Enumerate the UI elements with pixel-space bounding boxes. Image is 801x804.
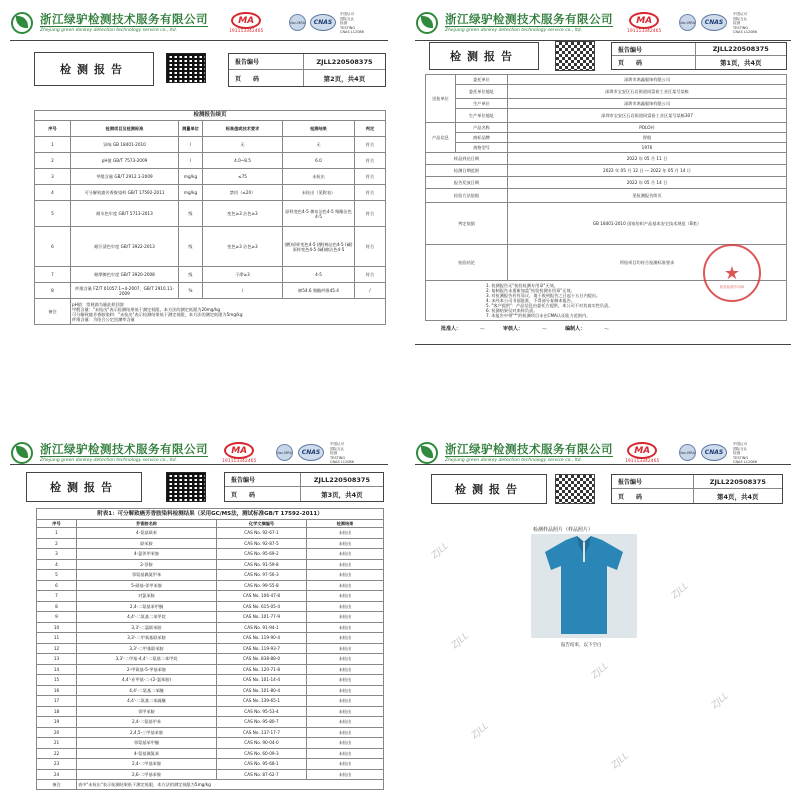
ilac-badge: ilac-MRA [289, 14, 306, 31]
photo-caption: 检测样品照片（样品照片） [533, 527, 594, 533]
ilac-badge: ilac-MRA [679, 444, 696, 461]
qr-code [555, 474, 595, 504]
header-divider [415, 464, 791, 465]
qr-code [555, 41, 595, 71]
table-row: 5 耐水色牢度 GB/T 5713-2013 级 变色≥3 沾色≥3 原样变色4-5 棉布沾色4-5 聚酯沾色4-5 符合 [35, 201, 386, 227]
table-row: 20 2,4,5-三甲基苯胺 CAS No. 137-17-7 未检出 [37, 727, 384, 738]
table-row: 9 4,4'-二氨基二苯甲烷 CAS No. 101-77-9 未检出 [37, 612, 384, 623]
table-row: 2 pH值 GB/T 7573-2009 / 4.0~8.5 6.0 符合 [35, 153, 386, 169]
footer-divider [415, 344, 791, 345]
company-logo-icon [415, 11, 441, 35]
end-note: 报告结束，以下空白 [561, 643, 602, 648]
cnas-badge: CNAS [701, 444, 727, 461]
table-row: 7 耐摩擦色牢度 GB/T 3920-2008 级 干摩≥3 4-5 符合 [35, 267, 386, 283]
company-name-en: Zhejiang green donkey detection technology service co., ltd. [445, 458, 583, 463]
polo-shirt-icon [531, 534, 637, 638]
report-info-box: 报告编号 ZJLL220508375 页 码 第2页，共4页 [228, 53, 386, 87]
qr-code [166, 472, 206, 502]
table-row: 2 联苯胺 CAS No. 92-87-5 未检出 [37, 538, 384, 549]
company-logo-icon [10, 11, 36, 35]
table-row: 4 可分解致癌芳香胺染料 GB/T 17592-2011 mg/kg 禁用（≤20） 未检出（见附表） 符合 [35, 185, 386, 201]
table-row: 19 2,4-二氨基甲苯 CAS No. 95-80-7 未检出 [37, 717, 384, 728]
table-row: 6 5-硝基-邻甲苯胺 CAS No. 99-55-8 未检出 [37, 580, 384, 591]
cnas-text: 中国认可 国际互认 检测 TESTING CNAS L12086 [330, 442, 354, 464]
watermark: ZJLL [589, 661, 611, 681]
header-divider [10, 464, 388, 465]
report-page-4 [411, 436, 795, 798]
table-row: 1 异味 GB 18401-2010 / 无 无 符合 [35, 137, 386, 153]
report-page-2 [6, 6, 392, 362]
notes-row: 备注 pH值：常规滴为量此样回溶 甲醛含量："未检出"表示检测结果低于测定低限，本方法的测定低限为20mg/kg 可分解致癌芳香胺染料："未检出"表示检测结果低于测定低限，本方法的测定低限为5mg/kg 纤维含量：为结合公定回潮率含量 [35, 299, 386, 325]
ilac-badge: ilac-MRA [276, 444, 293, 461]
ilac-badge: ilac-MRA [679, 14, 696, 31]
table-row: 5 邻氨基偶氮甲苯 CAS No. 97-56-3 未检出 [37, 570, 384, 581]
table-row: 15 4,4'-亚甲基-二-(2-氯苯胺) CAS No. 101-14-4 未检出 [37, 675, 384, 686]
watermark: ZJLL [429, 541, 451, 561]
table-row: 11 3,3'-二甲氧基联苯胺 CAS No. 119-90-4 未检出 [37, 633, 384, 644]
cnas-text: 中国认可 国际互认 检测 TESTING CNAS L12086 [733, 12, 757, 34]
report-info-box: 报告编号 ZJLL220508375 页 码 第4页，共4页 [611, 474, 783, 504]
table-row: 1 4-氨基联苯 CAS No. 92-67-1 未检出 [37, 528, 384, 539]
results-table: 检测报告续页 序号 检测项目及检测标准 测量单位 标准值或技术要求 检测结果 判定 1 异味 GB 18401-2010 / 无 无 符合 2 pH值 GB/T 7573-2009 / 4.0~8.5 6.0 符合 3 甲醛含量 GB/T 2912.1-2009 mg/kg ≤75 未检出 符合 4 可分解致癌芳香胺染料 GB/T 17592-2011 mg/kg 禁用（≤20） 未检出（见附表） 符合 5 耐水色牢度 GB/T 5713-2013 级 变色≥3 沾色≥3 原样变色4-5 棉布沾色4-5 聚酯沾色4-5 符合 6 耐汗渍色牢度 GB/T 3922-2013 级 变色≥3 沾色≥3 (酸)原样变色4-5 (酸)棉沾色4-5 (碱)原样变色4-5 (碱)棉沾色4-5 符合 7 耐摩擦色牢度 GB/T 3920-2008 级 干摩≥3 4-5 符合 8 纤维含量 FZ/T 01057.1~4-2007，GB/T 2910.11-2009 % / 棉54.6 聚酯纤维45.4 / 备注 pH值：常规滴为量此样回溶 甲醛含量："未检出"表示检测结果低于测定低限，本方法的测定低限为20mg/kg 可分解致癌芳香胺染料："未检出"表示检测结果低于测定低限，本方法的测定低限为5mg/kg 纤维含量：为结合公定回潮率含量 [34, 110, 386, 325]
company-name-en: Zhejiang green donkey detection technology service co., ltd. [40, 458, 178, 463]
report-title: 检测报告 [34, 52, 154, 86]
report-title: 检测报告 [429, 42, 539, 70]
qr-code [166, 53, 206, 83]
company-name: 浙江绿驴检测技术服务有限公司 [445, 442, 613, 456]
company-name: 浙江绿驴检测技术服务有限公司 [40, 12, 208, 26]
sample-photo [531, 534, 637, 638]
table-row: 13 3,3'-二甲基-4,4'-二氨基二苯甲烷 CAS No. 838-88-0 未检出 [37, 654, 384, 665]
table-row: 24 2,6-二甲基苯胺 CAS No. 87-62-7 未检出 [37, 769, 384, 780]
table-row: 3 甲醛含量 GB/T 2912.1-2009 mg/kg ≤75 未检出 符合 [35, 169, 386, 185]
watermark: ZJLL [609, 751, 631, 771]
company-name: 浙江绿驴检测技术服务有限公司 [445, 12, 613, 26]
ma-badge: MA 191113342465 [627, 12, 661, 34]
watermark: ZJLL [469, 721, 491, 741]
cnas-text: 中国认可 国际互认 检测 TESTING CNAS L12086 [733, 442, 757, 464]
report-info-box: 报告编号 ZJLL220508375 页 码 第1页，共4页 [611, 42, 787, 70]
header-divider [415, 40, 791, 41]
table-row: 23 2,4-二甲基苯胺 CAS No. 95-68-1 未检出 [37, 759, 384, 770]
cnas-text: 中国认可 国际互认 检测 TESTING CNAS L12086 [340, 12, 364, 34]
notes-row: 备注 表中"未检出"表示检测结果低于测定低限，本方法的测定低限为5mg/kg [37, 780, 384, 790]
ma-badge: MA 191113342465 [222, 442, 256, 464]
company-name-en: Zhejiang green donkey detection technology service co., ltd. [445, 28, 583, 33]
table-row: 8 2,4-二氨基苯甲醚 CAS No. 615-05-4 未检出 [37, 601, 384, 612]
report-title: 检测报告 [26, 472, 142, 502]
table-row: 12 3,3'-二甲基联苯胺 CAS No. 119-93-7 未检出 [37, 643, 384, 654]
ma-badge: MA 191113342465 [229, 12, 263, 34]
cnas-badge: CNAS [298, 444, 324, 461]
company-name: 浙江绿驴检测技术服务有限公司 [40, 442, 208, 456]
table-row: 6 耐汗渍色牢度 GB/T 3922-2013 级 变色≥3 沾色≥3 (酸)原样变色4-5 (酸)棉沾色4-5 (碱)原样变色4-5 (碱)棉沾色4-5 符合 [35, 227, 386, 267]
table-row: 8 纤维含量 FZ/T 01057.1~4-2007，GB/T 2910.11-2009 % / 棉54.6 聚酯纤维45.4 / [35, 283, 386, 299]
header-divider [10, 40, 388, 41]
table-row: 10 3,3'-二氯联苯胺 CAS No. 91-94-1 未检出 [37, 622, 384, 633]
report-page-3 [6, 436, 392, 798]
watermark: ZJLL [449, 631, 471, 651]
company-logo-icon [10, 441, 36, 465]
report-info-box: 报告编号 ZJLL220508375 页 码 第3页，共4页 [224, 472, 384, 502]
cnas-badge: CNAS [701, 14, 727, 31]
table-row: 7 对氯苯胺 CAS No. 106-47-8 未检出 [37, 591, 384, 602]
table-row: 16 4,4'-二氨基二苯醚 CAS No. 101-80-4 未检出 [37, 685, 384, 696]
cnas-badge: CNAS [310, 14, 336, 31]
table-row: 14 2-甲氧基-5-甲基苯胺 CAS No. 120-71-8 未检出 [37, 664, 384, 675]
client-info-table: 送检单位 委托单位 深圳市鸿鑫服饰有限公司 委托单位地址 深圳市宝安区石岩街道同富裕工业区某号某栋 生产单位 深圳市鸿鑫服饰有限公司 生产单位地址 深圳市宝安区石岩街道同富裕工业区某号某栋307 产品信息 产品名称 POLO衫 商标品牌 智根 规格型号 1976 样品到达日期 2022 年 05 月 11 日 检测日期范围 2022 年 05 月 12 日 — 2022 年 05 月 14 日 报告发放日期 2022 年 05 月 14 日 检验方法依据 见检测报告续页 判定依据 GB 18401-2010 国家纺织产品基本安全技术规范（B类） 检验结论 所检项目均符合检测标准要求 1. 检测报告无"检验检测专用章"无效。 2. 复制报告未重新加盖"检验检测专用章"无效。 3. 对检测报告若有异议，请于收到报告之日起十五日内提出。 4. 未经本公司书面批准，不得部分复制本报告。 5. "客户提供"：产品信息由委托方提供，本公司不对其真实性负责。 6. 检测结果仅对来样负责。 7. 本报告中带"*"的检测项目未在CMA认证能力范围内。 [425, 74, 787, 321]
report-title: 检测报告 [431, 474, 547, 504]
inspection-stamp-icon: ★ 检验检测专用章 [703, 244, 761, 302]
amine-table: 附表1：可分解致癌芳香胺染料检测结果（采用GC/MS法，测试标准GB/T 17592-2011） 序号 芳香胺名称 化学文摘编号 检测结果 1 4-氨基联苯 CAS No. 92-67-1 未检出 2 联苯胺 CAS No. 92-87-5 未检出 3 4-氯邻甲苯胺 CAS No. 95-69-2 未检出 4 2-萘胺 CAS No. 91-59-8 未检出 5 邻氨基偶氮甲苯 CAS No. 97-56-3 未检出 6 5-硝基-邻甲苯胺 CAS No. 99-55-8 未检出 7 对氯苯胺 CAS No. 106-47-8 未检出 8 2,4-二氨基苯甲醚 CAS No. 615-05-4 未检出 9 4,4'-二氨基二苯甲烷 CAS No. 101-77-9 未检出 10 3,3'-二氯联苯胺 CAS No. 91-94-1 未检出 11 3,3'-二甲氧基联苯胺 CAS No. 119-90-4 未检出 12 3,3'-二甲基联苯胺 CAS No. 119-93-7 未检出 13 3,3'-二甲基-4,4'-二氨基二苯甲烷 CAS No. 838-88-0 未检出 14 2-甲氧基-5-甲基苯胺 CAS No. 120-71-8 未检出 15 4,4'-亚甲基-二-(2-氯苯胺) CAS No. 101-14-4 未检出 16 4,4'-二氨基二苯醚 CAS No. 101-80-4 未检出 17 4,4'-二氨基二苯硫醚 CAS No. 139-65-1 未检出 18 邻甲苯胺 CAS No. 95-53-4 未检出 19 2,4-二氨基甲苯 CAS No. 95-80-7 未检出 20 2,4,5-三甲基苯胺 CAS No. 137-17-7 未检出 21 邻氨基苯甲醚 CAS No. 90-04-0 未检出 22 4-氨基偶氮苯 CAS No. 60-09-3 未检出 23 2,4-二甲基苯胺 CAS No. 95-68-1 未检出 24 2,6-二甲基苯胺 CAS No. 87-62-7 未检出 备注 表中"未检出"表示检测结果低于测定低限，本方法的测定低限为5mg/kg [36, 508, 384, 790]
company-logo-icon [415, 441, 441, 465]
signature-line: 批准人： ～ 审核人： ～ 编制人： ～ [441, 326, 610, 333]
ma-badge: MA 191113342465 [625, 442, 659, 464]
table-row: 22 4-氨基偶氮苯 CAS No. 60-09-3 未检出 [37, 748, 384, 759]
company-name-en: Zhejiang green donkey detection technology service co., ltd. [40, 28, 178, 33]
table-row: 3 4-氯邻甲苯胺 CAS No. 95-69-2 未检出 [37, 549, 384, 560]
table-row: 4 2-萘胺 CAS No. 91-59-8 未检出 [37, 559, 384, 570]
table-row: 21 邻氨基苯甲醚 CAS No. 90-04-0 未检出 [37, 738, 384, 749]
report-page-1 [411, 6, 795, 362]
watermark: ZJLL [709, 691, 731, 711]
table-row: 17 4,4'-二氨基二苯硫醚 CAS No. 139-65-1 未检出 [37, 696, 384, 707]
watermark: ZJLL [669, 581, 691, 601]
table-row: 18 邻甲苯胺 CAS No. 95-53-4 未检出 [37, 706, 384, 717]
